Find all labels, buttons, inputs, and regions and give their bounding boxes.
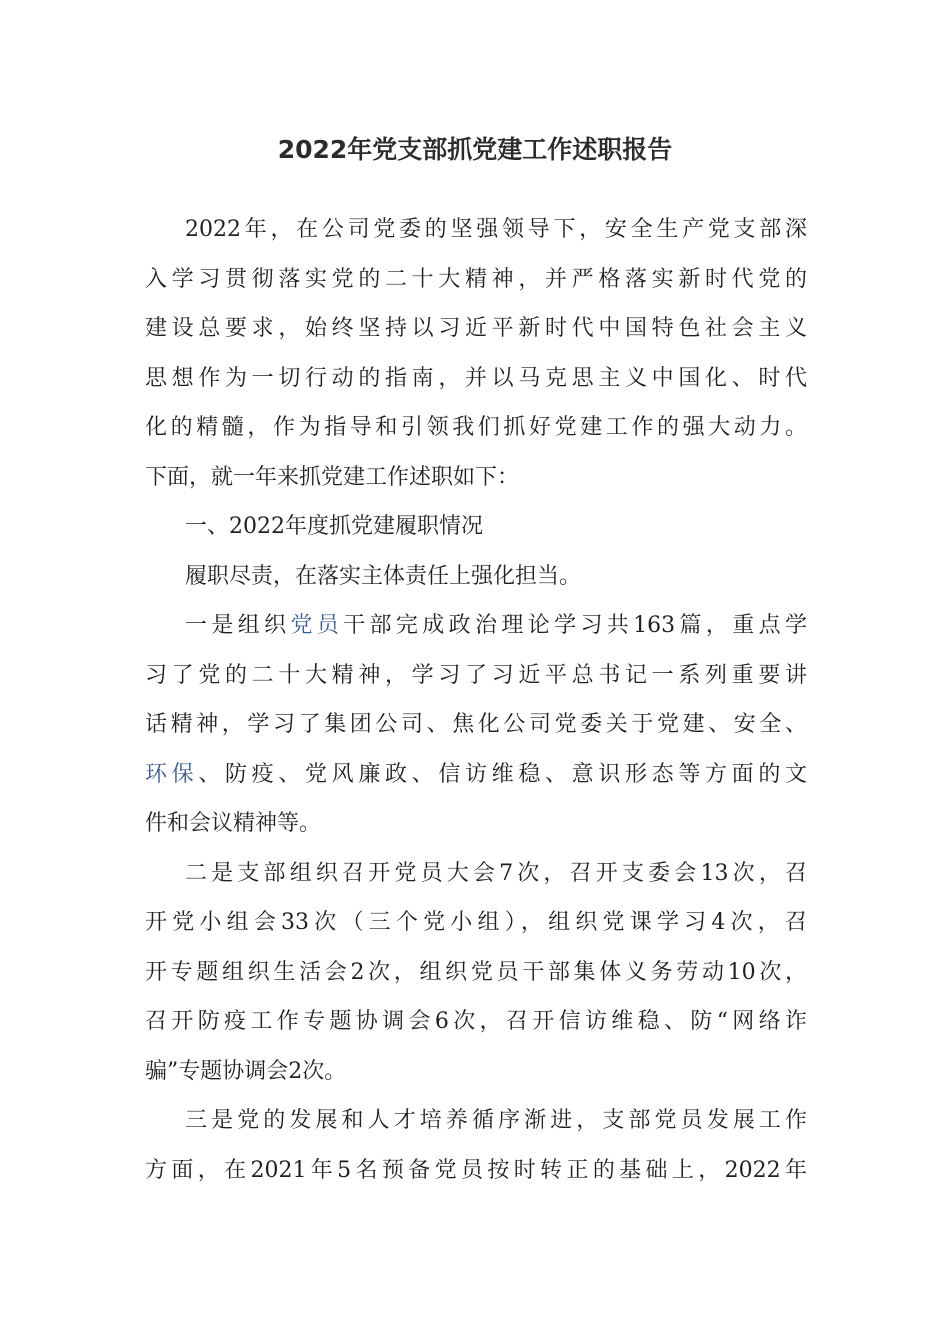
text-line: 方面，在2021年5名预备党员按时转正的基础上，2022年 (145, 1157, 807, 1183)
text-line: 履职尽责，在落实主体责任上强化担当。 (185, 563, 582, 589)
section-heading (145, 502, 807, 552)
paragraph-development (145, 1096, 807, 1195)
party-member-link[interactable]: 党员 (290, 613, 344, 638)
text-line: 化的精髓，作为指导和引领我们抓好党建工作的强大动力。 (145, 415, 807, 440)
text-line: 开专题组织生活会2次，组织党员干部集体义务劳动10次， (145, 959, 807, 985)
document-body (145, 205, 807, 1195)
text-segment: 一是组织 (185, 613, 291, 638)
text-segment: 、防疫、党风廉政、信访维稳、意识形态等方面的文 (198, 761, 807, 787)
text-line: 三是党的发展和人才培养循序渐进，支部党员发展工作 (185, 1108, 807, 1133)
text-line: 2022年，在公司党委的坚强领导下，安全生产党支部深 (185, 217, 807, 242)
paragraph-summary (145, 552, 807, 602)
text-line (145, 601, 807, 651)
text-line: 骗”专题协调会2次。 (145, 1058, 347, 1084)
document-title: 2022年党支部抓党建工作述职报告 (277, 135, 673, 164)
text-line: 二是支部组织召开党员大会7次，召开支委会13次，召 (185, 860, 807, 886)
text-line: 习了党的二十大精神，学习了习近平总书记一系列重要讲 (145, 662, 807, 688)
environmental-link[interactable]: 环保 (145, 761, 199, 787)
text-line: 一、2022年度抓党建履职情况 (185, 514, 483, 539)
text-line: 件和会议精神等。 (145, 811, 322, 836)
text-line: 思想作为一切行动的指南，并以马克思主义中国化、时代 (145, 365, 807, 391)
paragraph-meetings (145, 849, 807, 1097)
text-segment: 干部完成政治理论学习共163篇，重点学 (343, 613, 807, 638)
text-line: 下面，就一年来抓党建工作述职如下： (145, 464, 520, 490)
text-line: 入学习贯彻落实党的二十大精神，并严格落实新时代党的 (145, 266, 807, 292)
text-line: 话精神，学习了集团公司、焦化公司党委关于党建、安全、 (145, 712, 807, 737)
text-line (145, 750, 807, 800)
text-line: 开党小组会33次（三个党小组），组织党课学习4次，召 (145, 910, 807, 935)
paragraph-study (145, 601, 807, 849)
text-line: 召开防疫工作专题协调会6次，召开信访维稳、防“网络诈 (145, 1009, 807, 1034)
text-line: 建设总要求，始终坚持以习近平新时代中国特色社会主义 (145, 316, 807, 341)
paragraph-intro (145, 205, 807, 502)
